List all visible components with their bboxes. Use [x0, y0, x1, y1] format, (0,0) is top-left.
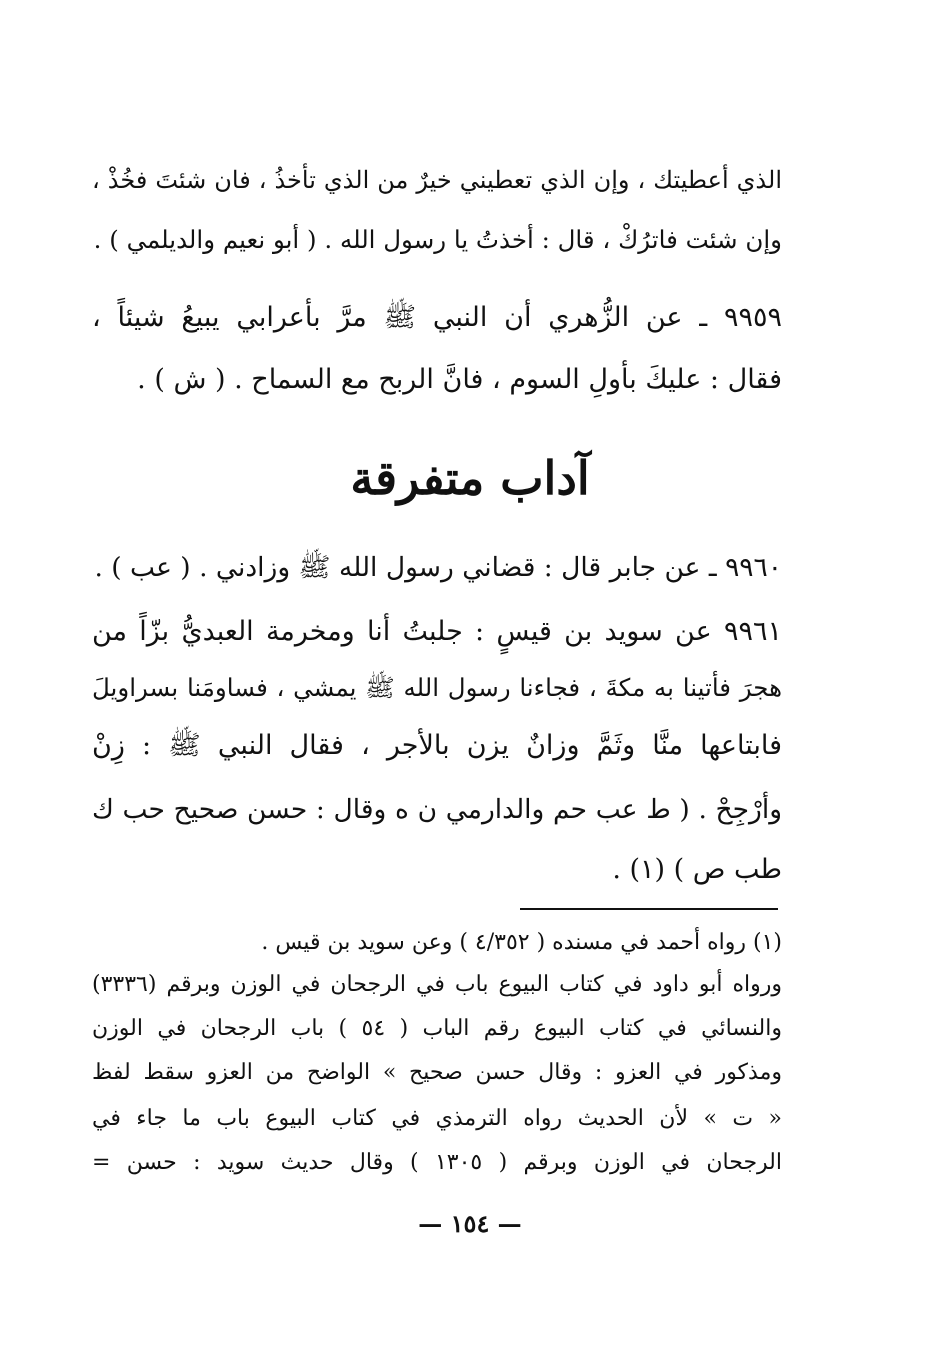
footnote-line: ورواه أبو داود في كتاب البيوع باب في الرجحان في الوزن وبرقم (٣٣٣٦)	[92, 972, 782, 997]
footnote-line: الرجحان في الوزن وبرقم ( ١٣٠٥ ) وقال حديث سويد : حسن =	[92, 1150, 782, 1175]
hadith-9959-line: ٩٩٥٩ ـ عن الزُّهري أن النبي ﷺ مرَّ بأعرابي يبيعُ شيئاً ،	[92, 302, 782, 333]
footnote-line: والنسائي في كتاب البيوع رقم الباب ( ٥٤ ) باب الرجحان في الوزن	[92, 1016, 782, 1041]
hadith-9959-line: فقال : عليكَ بأولِ السوم ، فانَّ الربح مع السماح . ( ش ) .	[137, 364, 782, 395]
footnote-line: « ت » لأن الحديث رواه الترمذي في كتاب البيوع باب ما جاء في	[92, 1106, 782, 1131]
hadith-9960-line: ٩٩٦٠ ـ عن جابر قال : قضاني رسول الله ﷺ وزادني . ( عب ) .	[94, 552, 782, 583]
hadith-9961-line: فابتاعها منَّا وثَمَّ وزانٌ يزن بالأجر ، فقال النبي ﷺ : زِنْ	[92, 730, 782, 761]
hadith-9961-line: هجرَ فأتينا به مكةَ ، فجاءنا رسول الله ﷺ يمشي ، فساومَنا بسراويلَ	[92, 673, 782, 702]
footnote-line: ومذكور في العزو : وقال حسن صحيح » الواضح من العزو سقط لفظ	[92, 1060, 782, 1085]
body-line: الذي أعطيتك ، وإن الذي تعطيني خيرٌ من الذي تأخذُ ، فان شئتَ فخُذْ ،	[92, 166, 782, 194]
page-number: — ١٥٤ —	[418, 1209, 522, 1238]
section-heading: آداب متفرقة	[350, 451, 590, 505]
hadith-9961-line: وأرْجِحْ . ( ط عب حم والدارمي ن ه وقال : حسن صحيح حب ك	[92, 794, 782, 825]
hadith-9961-line: ٩٩٦١ عن سويد بن قيسٍ : جلبتُ أنا ومخرمة العبديُّ بزّاً من	[92, 616, 782, 647]
body-line: وإن شئت فاترُكْ ، قال : أخذتُ يا رسول الله . ( أبو نعيم والديلمي ) .	[93, 225, 782, 254]
hadith-9961-line: طب ص ) (١) .	[612, 854, 782, 885]
footnote-line: (١) رواه أحمد في مسنده ( ٤/٣٥٢ ) وعن سويد بن قيس .	[261, 930, 782, 955]
footnote-separator	[520, 908, 778, 910]
